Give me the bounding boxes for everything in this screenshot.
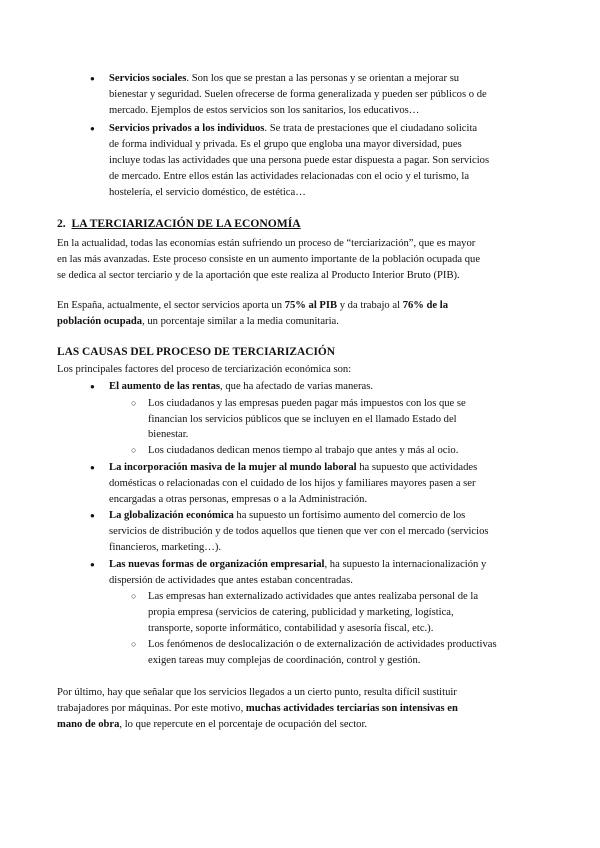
list-item-line: encargadas a otras personas, empresas o a la Administración. (109, 494, 368, 505)
paragraph-line: se dedica al sector terciario y de la aportación que este realiza al Producto Interior Bruto (PIB). (57, 270, 460, 281)
bullet-icon: ● (90, 382, 95, 391)
sub-bullet-icon: ○ (131, 398, 137, 408)
bullet-icon: ● (90, 463, 95, 472)
paragraph-line: En la actualidad, todas las economías están sufriendo un proceso de “terciarización”, que es mayor (57, 238, 476, 249)
bullet-icon: ● (90, 74, 95, 83)
bullet-icon: ● (90, 560, 95, 569)
list-item-line: mercado. Ejemplos de estos servicios son los sanitarios, los educativos… (109, 105, 420, 116)
list-item-line: servicios de distribución y de todos aquellos que tienen que ver con el mercado (servicios (109, 526, 489, 537)
list-item-line: bienestar y seguridad. Suelen ofrecerse de forma generalizada y pueden ser públicos o de (109, 89, 487, 100)
list-item-line: La globalización económica ha supuesto un fortísimo aumento del comercio de los (109, 510, 466, 521)
paragraph-line: Los principales factores del proceso de terciarización económica son: (57, 364, 352, 375)
paragraph-line: trabajadores por máquinas. Por este motivo, muchas actividades terciarias son intensivas en (57, 703, 458, 714)
list-item-line: El aumento de las rentas, que ha afectado de varias maneras. (109, 381, 373, 392)
sub-bullet-icon: ○ (131, 639, 137, 649)
section-heading: 2. LA TERCIARIZACIÓN DE LA ECONOMÍA (57, 217, 301, 230)
sub-list-item-line: propia empresa (servicios de catering, publicidad y marketing, logística, (148, 607, 454, 618)
paragraph-line: en las más avanzadas. Este proceso consiste en un aumento importante de la población ocupada que (57, 254, 481, 265)
bullet-icon: ● (90, 124, 95, 133)
sub-list-item-line: bienestar. (148, 429, 189, 440)
list-item-line: hostelería, el servicio doméstico, de estética… (109, 187, 306, 198)
sub-bullet-icon: ○ (131, 445, 137, 455)
bullet-icon: ● (90, 511, 95, 520)
paragraph-line: En España, actualmente, el sector servicios aporta un 75% al PIB y da trabajo al 76% de la (57, 300, 449, 311)
list-item-line: Servicios privados a los individuos. Se trata de prestaciones que el ciudadano solicita (109, 123, 478, 134)
sub-list-item-line: exigen tareas muy complejas de coordinación, control y gestión. (148, 655, 421, 666)
sub-list-item-line: Los fenómenos de deslocalización o de externalización de actividades productivas (148, 639, 497, 650)
list-item-line: Las nuevas formas de organización empresarial, ha supuesto la internacionalización y (109, 559, 487, 570)
paragraph-line: población ocupada, un porcentaje similar a la media comunitaria. (57, 316, 339, 327)
list-item-line: de forma individual y privada. Es el grupo que engloba una mayor diversidad, pues (109, 139, 462, 150)
sub-list-item-line: financian los servicios públicos que se incluyen en el llamado Estado del (148, 414, 457, 425)
subsection-heading: LAS CAUSAS DEL PROCESO DE TERCIARIZACIÓN (57, 346, 335, 358)
sub-list-item-line: Las empresas han externalizado actividades que antes realizaba personal de la (148, 591, 479, 602)
sub-list-item-line: Los ciudadanos y las empresas pueden pagar más impuestos con los que se (148, 398, 466, 409)
sub-list-item-line: Los ciudadanos dedican menos tiempo al trabajo que antes y más al ocio. (148, 445, 459, 456)
list-item-line: financieros, marketing…). (109, 542, 222, 553)
sub-bullet-icon: ○ (131, 591, 137, 601)
list-item-line: dispersión de actividades que antes estaban concentradas. (109, 575, 353, 586)
list-item-line: La incorporación masiva de la mujer al mundo laboral ha supuesto que actividades (109, 462, 478, 473)
list-item-line: de mercado. Entre ellos están las actividades relacionadas con el ocio y el turismo, la (109, 171, 470, 182)
sub-list-item-line: transporte, soporte informático, contabilidad y asesoría fiscal, etc.). (148, 623, 434, 634)
paragraph-line: mano de obra, lo que repercute en el porcentaje de ocupación del sector. (57, 719, 368, 730)
paragraph-line: Por último, hay que señalar que los servicios llegados a un cierto punto, resulta difícil sustituir (57, 687, 457, 698)
list-item-line: incluye todas las actividades que una persona puede estar dispuesta a pagar. Son servicios (109, 155, 490, 166)
list-item-line: Servicios sociales. Son los que se prestan a las personas y se orientan a mejorar su (109, 73, 460, 84)
list-item-line: domésticas o relacionadas con el cuidado de los hijos y familiares mayores pasen a ser (109, 478, 476, 489)
